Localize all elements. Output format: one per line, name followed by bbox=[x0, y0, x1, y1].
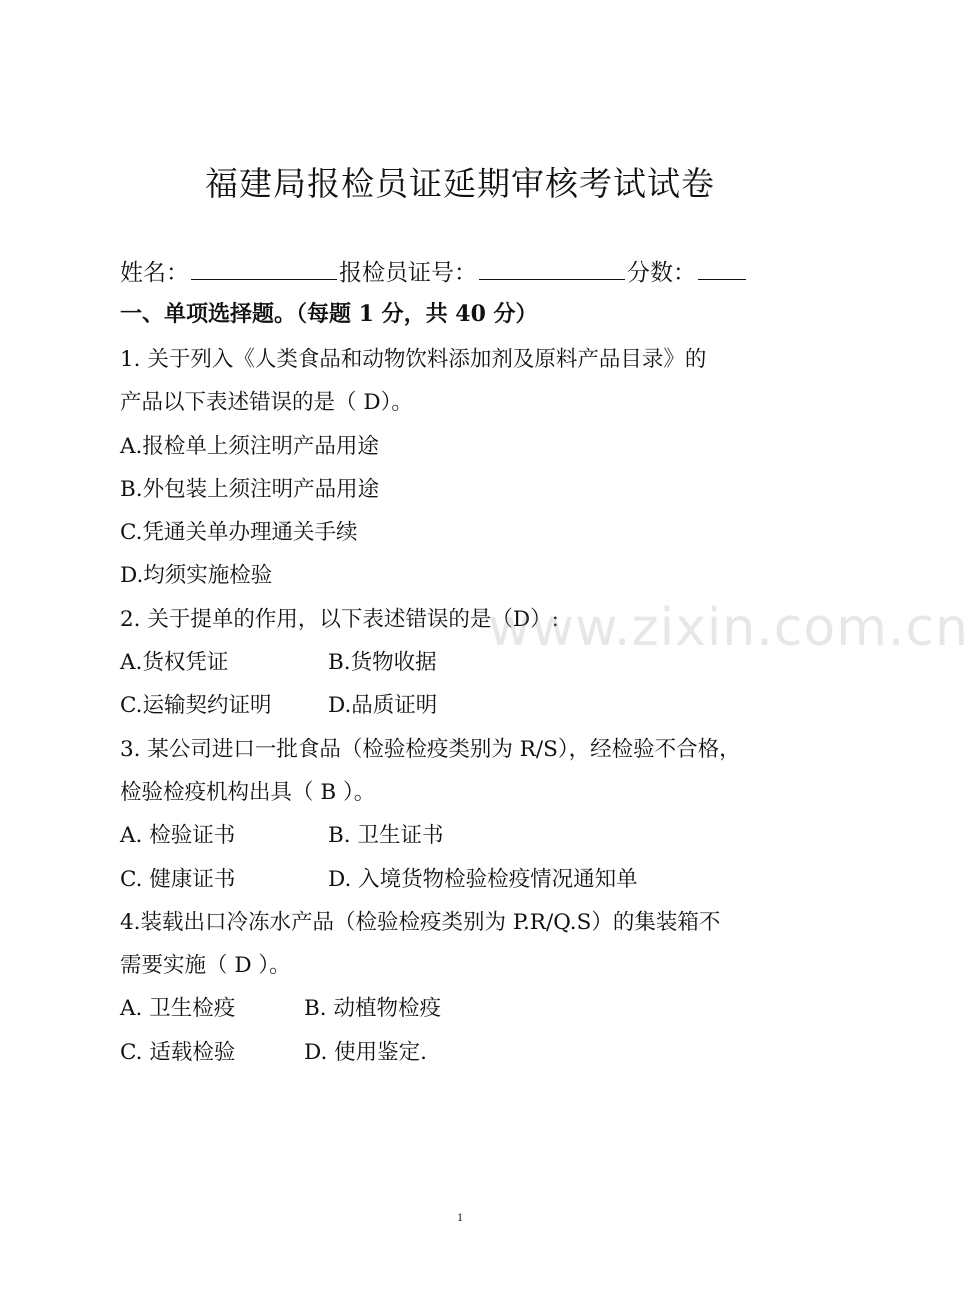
question-stem-line: 1. 关于列入《人类食品和动物饮料添加剂及原料产品目录》的 bbox=[120, 347, 707, 372]
option-d: D. 入境货物检验检疫情况通知单 bbox=[328, 866, 638, 892]
candidate-info-line bbox=[120, 254, 748, 287]
question-list bbox=[120, 338, 810, 1074]
question-stem-line: 3. 某公司进口一批食品（检验检疫类别为 R/S），经检验不合格， bbox=[120, 736, 741, 762]
question-stem-line: 检验检疫机构出具（ B ）。 bbox=[120, 779, 376, 805]
question-4 bbox=[120, 901, 810, 1074]
question-stem-line: 产品以下表述错误的是（ D）。 bbox=[120, 390, 413, 416]
option-d: D. 使用鉴定. bbox=[304, 1039, 427, 1065]
option-c: C.凭通关单办理通关手续 bbox=[120, 520, 358, 546]
question-stem-line: 4.装载出口冷冻水产品（检验检疫类别为 P.R/Q.S）的集装箱不 bbox=[120, 909, 721, 935]
cert-number-label: 报检员证号： bbox=[339, 260, 477, 286]
score-label: 分数： bbox=[627, 260, 696, 286]
option-row bbox=[120, 987, 810, 1030]
section-heading: 一、单项选择题。（每题 1 分，共 40 分） bbox=[120, 301, 538, 327]
option-c: C.运输契约证明 bbox=[120, 693, 272, 719]
option-d: D.均须实施检验 bbox=[120, 563, 273, 589]
option-row bbox=[120, 1031, 810, 1074]
question-3 bbox=[120, 728, 810, 901]
page-number: 1 bbox=[457, 1210, 463, 1224]
question-1 bbox=[120, 338, 810, 598]
score-blank bbox=[698, 257, 746, 280]
cert-number-blank bbox=[479, 257, 625, 280]
option-row bbox=[120, 858, 810, 901]
question-stem-line: 2. 关于提单的作用，以下表述错误的是（D）: bbox=[120, 606, 559, 632]
option-b: B. 动植物检疫 bbox=[304, 996, 441, 1022]
option-row bbox=[120, 641, 810, 684]
option-b: B. 卫生证书 bbox=[328, 823, 444, 849]
name-label: 姓名： bbox=[120, 260, 189, 286]
name-blank bbox=[191, 257, 337, 280]
option-b: B.货物收据 bbox=[328, 650, 437, 676]
exam-title: 福建局报检员证延期审核考试试卷 bbox=[205, 164, 715, 203]
watermark: www.zixin.com.cn bbox=[488, 598, 969, 658]
option-c: C. 适载检验 bbox=[120, 1039, 236, 1065]
option-d: D.品质证明 bbox=[328, 693, 438, 719]
option-b: B.外包装上须注明产品用途 bbox=[120, 476, 380, 502]
option-a: A.报检单上须注明产品用途 bbox=[120, 433, 379, 459]
option-c: C. 健康证书 bbox=[120, 866, 236, 892]
option-row bbox=[120, 814, 810, 857]
question-2 bbox=[120, 598, 810, 728]
option-a: A.货权凭证 bbox=[120, 650, 229, 676]
option-a: A. 检验证书 bbox=[120, 823, 236, 849]
option-a: A. 卫生检疫 bbox=[120, 996, 236, 1022]
option-row bbox=[120, 684, 810, 727]
question-stem-line: 需要实施（ D ）。 bbox=[120, 953, 291, 979]
